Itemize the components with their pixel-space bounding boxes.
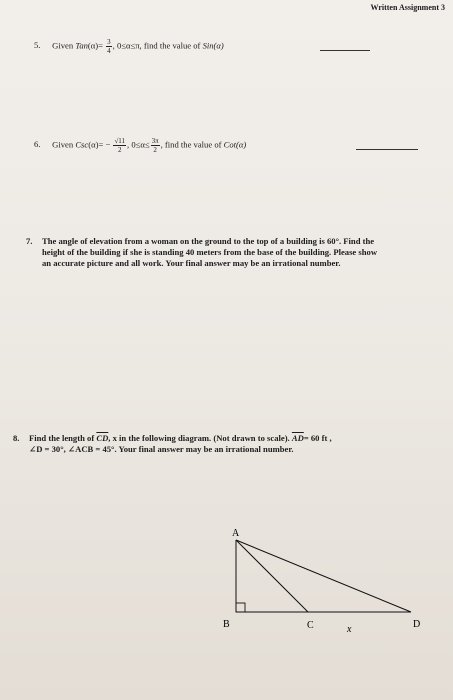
question-text: = 60 ft , — [303, 433, 332, 443]
angle-range: , 0≤α≤π, — [112, 40, 142, 51]
assignment-title: Written Assignment 3 — [370, 3, 445, 12]
range-fraction: $\frac{3\pi}{2}$ — [151, 137, 159, 154]
vertex-label-b: B — [223, 619, 230, 630]
function-arg: (α) — [88, 139, 99, 150]
question-text-line: an accurate picture and all work. Your final answer may be an irrational number. — [42, 258, 341, 268]
question-number: 6. — [34, 139, 41, 150]
question-text-line: height of the building if she is standing 40 meters from the base of the building. Please show — [42, 247, 378, 257]
target-function: Cot(α) — [223, 139, 247, 150]
angle-range: , 0≤α≤ — [127, 139, 150, 150]
side-ac — [236, 540, 308, 612]
vertex-label-c: C — [307, 620, 314, 631]
question-number: 7. — [26, 236, 33, 246]
equals-sign: = — [98, 40, 104, 51]
vertex-label-a: A — [232, 528, 240, 539]
question-text: Find the length of — [29, 433, 95, 443]
fraction: $\frac{√11}{2}$ — [114, 137, 126, 154]
instruction-text: find the value of — [143, 40, 201, 51]
instruction-text: , find the value of — [160, 139, 222, 150]
function-arg: (α) — [87, 40, 99, 51]
question-text-line: ∠D = 30°, ∠ACB = 45°. Your final answer may be an irrational number. — [29, 444, 294, 454]
fraction: $\frac{3}{4}$ — [107, 38, 111, 55]
question-number: 8. — [13, 433, 20, 443]
question-number: 5. — [34, 40, 41, 51]
function-name: Tan — [75, 40, 88, 51]
function-name: Csc — [75, 139, 89, 150]
segment-label: $\overline{CD}$ — [96, 433, 109, 443]
given-word: Given — [52, 139, 74, 150]
target-function: Sin(α) — [202, 40, 224, 51]
equals-sign: = − — [98, 139, 111, 150]
side-ad — [236, 540, 411, 612]
segment-label-x: x — [347, 624, 352, 635]
given-word: Given — [52, 40, 74, 51]
question-text: , x in the following diagram. (Not drawn to scale). — [108, 433, 290, 443]
vertex-label-d: D — [413, 619, 421, 630]
question-text-line: The angle of elevation from a woman on the ground to the top of a building is 60°. Find the — [42, 236, 375, 246]
segment-label: $\overline{AD}$ — [291, 433, 304, 443]
right-angle-marker — [236, 603, 245, 612]
